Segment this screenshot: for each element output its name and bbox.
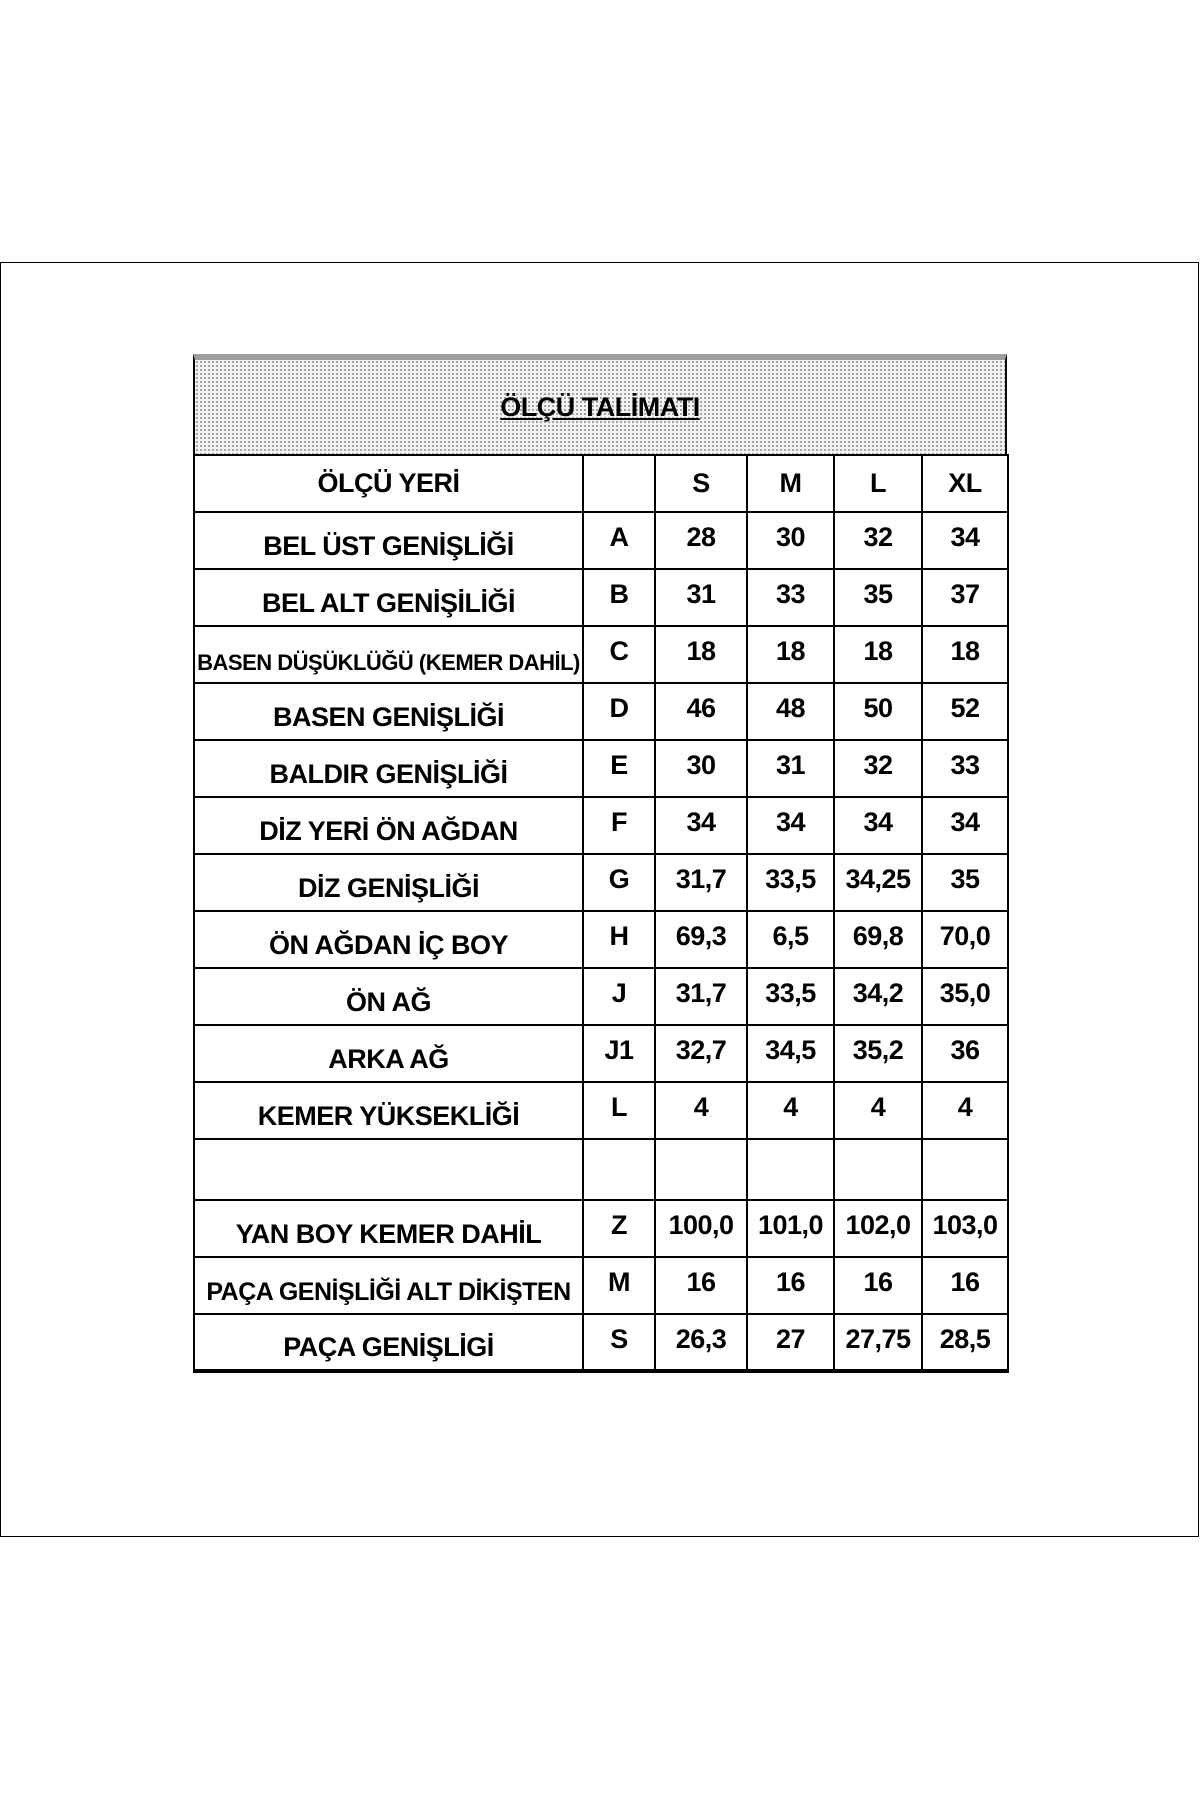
table-row: [194, 1200, 1008, 1257]
row-label: PAÇA GENİŞLİĞİ ALT DİKİŞTEN: [194, 1257, 583, 1314]
table-row: [194, 1082, 1008, 1139]
row-code: D: [583, 683, 655, 740]
value-s: 18: [655, 626, 747, 683]
chart-title: ÖLÇÜ TALİMATI: [500, 391, 700, 422]
row-label: DİZ GENİŞLİĞİ: [194, 854, 583, 911]
value-s: [655, 1139, 747, 1200]
table-row: [194, 1257, 1008, 1314]
row-code: F: [583, 797, 655, 854]
value-xl: 70,0: [922, 911, 1008, 968]
value-m: 34: [747, 797, 834, 854]
value-l: 34,25: [834, 854, 922, 911]
value-s: 31: [655, 569, 747, 626]
header-size-m: M: [747, 455, 834, 512]
table-row: [194, 911, 1008, 968]
value-l: 69,8: [834, 911, 922, 968]
size-table: [193, 454, 1009, 1373]
header-row: [194, 455, 1008, 512]
value-xl: 28,5: [922, 1314, 1008, 1371]
row-label: BEL ALT GENİŞİLİĞİ: [194, 569, 583, 626]
table-row: [194, 854, 1008, 911]
row-code: [583, 1139, 655, 1200]
value-xl: 18: [922, 626, 1008, 683]
value-l: 27,75: [834, 1314, 922, 1371]
value-xl: 16: [922, 1257, 1008, 1314]
table-row: [194, 968, 1008, 1025]
value-l: 50: [834, 683, 922, 740]
value-m: 33: [747, 569, 834, 626]
row-label: ÖN AĞDAN İÇ BOY: [194, 911, 583, 968]
row-code: C: [583, 626, 655, 683]
row-label: DİZ YERİ ÖN AĞDAN: [194, 797, 583, 854]
row-code: M: [583, 1257, 655, 1314]
value-s: 28: [655, 512, 747, 569]
row-code: E: [583, 740, 655, 797]
header-size-xl: XL: [922, 455, 1008, 512]
value-l: 34,2: [834, 968, 922, 1025]
row-code: H: [583, 911, 655, 968]
value-m: 101,0: [747, 1200, 834, 1257]
value-s: 46: [655, 683, 747, 740]
value-xl: 33: [922, 740, 1008, 797]
row-label: PAÇA GENİŞLİGİ: [194, 1314, 583, 1371]
row-label: BALDIR GENİŞLİĞİ: [194, 740, 583, 797]
value-m: 18: [747, 626, 834, 683]
header-size-l: L: [834, 455, 922, 512]
value-l: 32: [834, 740, 922, 797]
header-code: [583, 455, 655, 512]
value-xl: 36: [922, 1025, 1008, 1082]
value-s: 26,3: [655, 1314, 747, 1371]
row-label: [194, 1139, 583, 1200]
value-l: 16: [834, 1257, 922, 1314]
row-code: B: [583, 569, 655, 626]
value-m: 34,5: [747, 1025, 834, 1082]
row-code: J1: [583, 1025, 655, 1082]
table-row: [194, 797, 1008, 854]
row-code: J: [583, 968, 655, 1025]
row-code: S: [583, 1314, 655, 1371]
row-code: Z: [583, 1200, 655, 1257]
value-l: 35,2: [834, 1025, 922, 1082]
value-l: 35: [834, 569, 922, 626]
row-code: A: [583, 512, 655, 569]
value-l: 34: [834, 797, 922, 854]
value-xl: 35,0: [922, 968, 1008, 1025]
value-l: 32: [834, 512, 922, 569]
value-m: 27: [747, 1314, 834, 1371]
row-label: ARKA AĞ: [194, 1025, 583, 1082]
value-m: 6,5: [747, 911, 834, 968]
value-s: 69,3: [655, 911, 747, 968]
row-label: YAN BOY KEMER DAHİL: [194, 1200, 583, 1257]
row-label: BEL ÜST GENİŞLİĞİ: [194, 512, 583, 569]
value-xl: 4: [922, 1082, 1008, 1139]
value-l: 102,0: [834, 1200, 922, 1257]
value-xl: 37: [922, 569, 1008, 626]
value-m: 16: [747, 1257, 834, 1314]
table-row: [194, 683, 1008, 740]
value-l: 18: [834, 626, 922, 683]
table-row: [194, 626, 1008, 683]
header-measurement-point: ÖLÇÜ YERİ: [194, 455, 583, 512]
row-label: ÖN AĞ: [194, 968, 583, 1025]
table-row: [194, 569, 1008, 626]
value-l: 4: [834, 1082, 922, 1139]
value-m: 30: [747, 512, 834, 569]
header-size-s: S: [655, 455, 747, 512]
value-m: 4: [747, 1082, 834, 1139]
value-s: 4: [655, 1082, 747, 1139]
value-xl: 35: [922, 854, 1008, 911]
value-s: 31,7: [655, 968, 747, 1025]
value-s: 30: [655, 740, 747, 797]
row-code: L: [583, 1082, 655, 1139]
empty-row: [194, 1139, 1008, 1200]
row-label: BASEN DÜŞÜKLÜĞÜ (KEMER DAHİL): [194, 626, 583, 683]
row-label: KEMER YÜKSEKLİĞİ: [194, 1082, 583, 1139]
value-xl: 34: [922, 797, 1008, 854]
value-s: 31,7: [655, 854, 747, 911]
value-m: 33,5: [747, 854, 834, 911]
value-m: [747, 1139, 834, 1200]
table-row: [194, 512, 1008, 569]
value-s: 16: [655, 1257, 747, 1314]
value-l: [834, 1139, 922, 1200]
size-chart: [193, 354, 1007, 1373]
value-xl: [922, 1139, 1008, 1200]
row-label: BASEN GENİŞLİĞİ: [194, 683, 583, 740]
value-s: 32,7: [655, 1025, 747, 1082]
value-m: 31: [747, 740, 834, 797]
value-xl: 34: [922, 512, 1008, 569]
value-s: 34: [655, 797, 747, 854]
value-m: 48: [747, 683, 834, 740]
row-code: G: [583, 854, 655, 911]
table-row: [194, 1314, 1008, 1371]
table-row: [194, 740, 1008, 797]
value-xl: 52: [922, 683, 1008, 740]
value-s: 100,0: [655, 1200, 747, 1257]
value-xl: 103,0: [922, 1200, 1008, 1257]
value-m: 33,5: [747, 968, 834, 1025]
title-band: [193, 354, 1007, 454]
table-row: [194, 1025, 1008, 1082]
